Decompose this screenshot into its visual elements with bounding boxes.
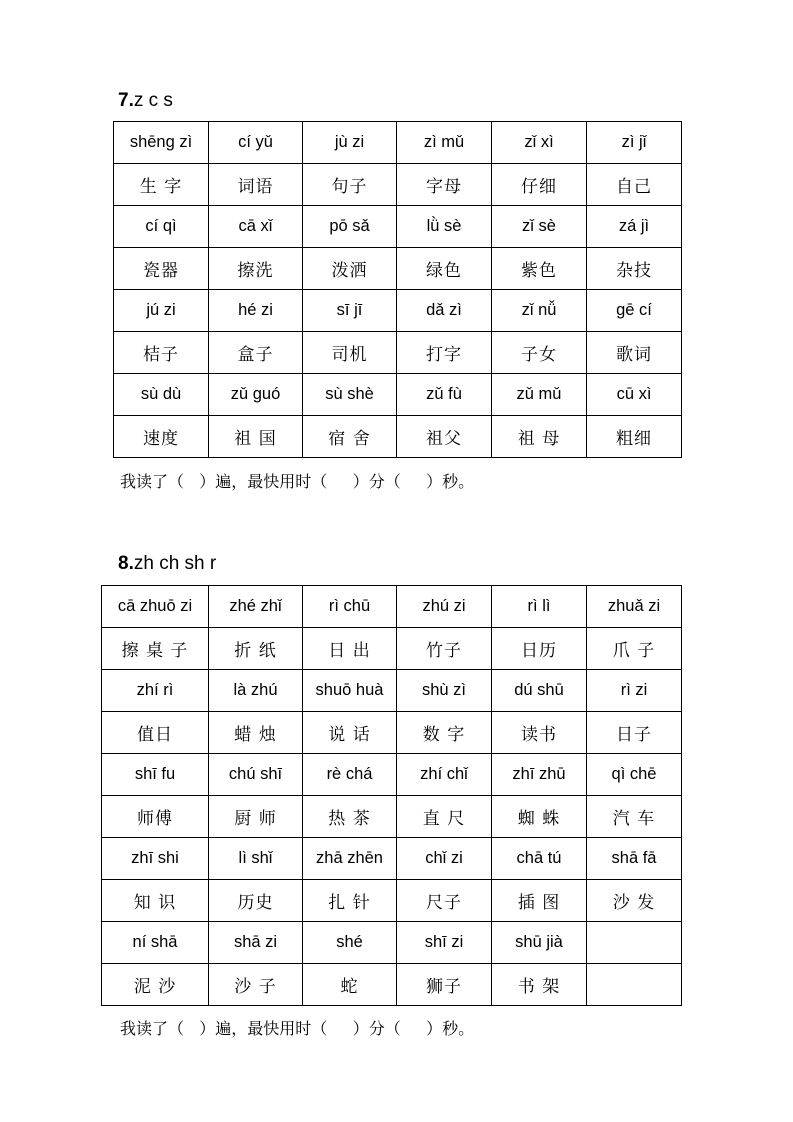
hanzi-cell: 粗细 (587, 416, 682, 458)
pinyin-table-zh-ch-sh-r (101, 585, 682, 1006)
pinyin-cell: shuō huà (303, 670, 397, 712)
pinyin-cell: cí qì (114, 206, 209, 248)
hanzi-cell: 厨 师 (209, 796, 303, 838)
hanzi-cell: 狮子 (397, 964, 492, 1006)
pinyin-cell: cā xǐ (209, 206, 303, 248)
pinyin-cell: zǐ xì (492, 122, 587, 164)
hanzi-cell: 仔细 (492, 164, 587, 206)
hanzi-cell: 自己 (587, 164, 682, 206)
hanzi-cell: 竹子 (397, 628, 492, 670)
pinyin-cell: gē cí (587, 290, 682, 332)
pinyin-cell: jù zi (303, 122, 397, 164)
hanzi-cell: 说 话 (303, 712, 397, 754)
pinyin-cell: zǐ sè (492, 206, 587, 248)
pinyin-cell: zì mǔ (397, 122, 492, 164)
hanzi-cell: 热 茶 (303, 796, 397, 838)
hanzi-cell: 汽 车 (587, 796, 682, 838)
pinyin-cell: zǔ fù (397, 374, 492, 416)
pinyin-cell: chǐ zi (397, 838, 492, 880)
hanzi-cell: 词语 (209, 164, 303, 206)
hanzi-cell: 扎 针 (303, 880, 397, 922)
pinyin-cell: dǎ zì (397, 290, 492, 332)
hanzi-cell: 祖父 (397, 416, 492, 458)
pinyin-cell: sù dù (114, 374, 209, 416)
hanzi-cell: 擦洗 (209, 248, 303, 290)
hanzi-row (102, 964, 682, 1006)
hanzi-cell: 祖 国 (209, 416, 303, 458)
hanzi-cell: 折 纸 (209, 628, 303, 670)
pinyin-cell: chú shī (209, 754, 303, 796)
hanzi-row (114, 248, 682, 290)
hanzi-cell: 字母 (397, 164, 492, 206)
hanzi-row (102, 712, 682, 754)
pinyin-cell: lì shǐ (209, 838, 303, 880)
section-7-title (118, 90, 173, 112)
pinyin-cell: sī jī (303, 290, 397, 332)
hanzi-cell: 直 尺 (397, 796, 492, 838)
pinyin-cell: qì chē (587, 754, 682, 796)
hanzi-cell: 尺子 (397, 880, 492, 922)
hanzi-cell: 数 字 (397, 712, 492, 754)
pinyin-cell: chā tú (492, 838, 587, 880)
pinyin-cell: shé (303, 922, 397, 964)
section-7-letters: z c s (133, 90, 173, 111)
hanzi-cell: 子女 (492, 332, 587, 374)
pinyin-row (114, 122, 682, 164)
pinyin-cell: zǐ nǚ (492, 290, 587, 332)
section-8-number: 8. (118, 553, 134, 574)
section-7-reading-record: 我读了（ ）遍，最快用时（ ）分（ ）秒。 (120, 472, 475, 491)
pinyin-row (114, 206, 682, 248)
pinyin-cell: zhī shi (102, 838, 209, 880)
pinyin-cell: shī zi (397, 922, 492, 964)
pinyin-cell: rì lì (492, 586, 587, 628)
pinyin-cell: zhé zhǐ (209, 586, 303, 628)
hanzi-cell: 绿色 (397, 248, 492, 290)
pinyin-cell: dú shū (492, 670, 587, 712)
hanzi-cell: 插 图 (492, 880, 587, 922)
hanzi-cell: 书 架 (492, 964, 587, 1006)
pinyin-row (102, 754, 682, 796)
pinyin-cell: jú zi (114, 290, 209, 332)
hanzi-cell: 司机 (303, 332, 397, 374)
hanzi-row (102, 880, 682, 922)
hanzi-row (114, 332, 682, 374)
hanzi-cell: 生 字 (114, 164, 209, 206)
pinyin-cell: cí yǔ (209, 122, 303, 164)
pinyin-cell: cā zhuō zi (102, 586, 209, 628)
pinyin-cell: sù shè (303, 374, 397, 416)
pinyin-row (102, 670, 682, 712)
pinyin-cell: ní shā (102, 922, 209, 964)
pinyin-cell: zhī zhū (492, 754, 587, 796)
section-8-title (118, 553, 216, 575)
hanzi-row (114, 164, 682, 206)
hanzi-cell: 读书 (492, 712, 587, 754)
pinyin-cell: rì zi (587, 670, 682, 712)
hanzi-cell: 句子 (303, 164, 397, 206)
pinyin-row (114, 374, 682, 416)
pinyin-cell: zhú zi (397, 586, 492, 628)
pinyin-cell: pō sǎ (303, 206, 397, 248)
hanzi-cell: 桔子 (114, 332, 209, 374)
pinyin-row (114, 290, 682, 332)
pinyin-cell: zhā zhēn (303, 838, 397, 880)
pinyin-cell: zhí rì (102, 670, 209, 712)
pinyin-cell: shū jià (492, 922, 587, 964)
hanzi-cell: 蜡 烛 (209, 712, 303, 754)
pinyin-table-zcs (113, 121, 682, 458)
hanzi-cell: 歌词 (587, 332, 682, 374)
hanzi-cell: 沙 发 (587, 880, 682, 922)
pinyin-cell: shī fu (102, 754, 209, 796)
hanzi-cell: 宿 舍 (303, 416, 397, 458)
pinyin-cell: cū xì (587, 374, 682, 416)
pinyin-cell: là zhú (209, 670, 303, 712)
pinyin-cell: zá jì (587, 206, 682, 248)
section-7-number: 7. (118, 90, 134, 111)
hanzi-cell: 擦 桌 子 (102, 628, 209, 670)
pinyin-cell: rè chá (303, 754, 397, 796)
hanzi-cell: 日历 (492, 628, 587, 670)
hanzi-cell: 盒子 (209, 332, 303, 374)
pinyin-cell: shù zì (397, 670, 492, 712)
pinyin-cell: zhí chǐ (397, 754, 492, 796)
hanzi-cell: 蛇 (303, 964, 397, 1006)
pinyin-cell (587, 922, 682, 964)
hanzi-cell (587, 964, 682, 1006)
pinyin-cell: shā fā (587, 838, 682, 880)
hanzi-cell: 师傅 (102, 796, 209, 838)
hanzi-row (114, 416, 682, 458)
pinyin-cell: zì jǐ (587, 122, 682, 164)
hanzi-row (102, 628, 682, 670)
hanzi-row (102, 796, 682, 838)
pinyin-row (102, 586, 682, 628)
hanzi-cell: 历史 (209, 880, 303, 922)
hanzi-cell: 泼洒 (303, 248, 397, 290)
section-8-letters: zh ch sh r (133, 553, 217, 574)
hanzi-cell: 值日 (102, 712, 209, 754)
hanzi-cell: 瓷器 (114, 248, 209, 290)
hanzi-cell: 紫色 (492, 248, 587, 290)
pinyin-cell: zǔ guó (209, 374, 303, 416)
pinyin-cell: rì chū (303, 586, 397, 628)
pinyin-cell: lǜ sè (397, 206, 492, 248)
pinyin-cell: zǔ mǔ (492, 374, 587, 416)
pinyin-cell: shā zi (209, 922, 303, 964)
hanzi-cell: 知 识 (102, 880, 209, 922)
pinyin-cell: hé zi (209, 290, 303, 332)
pinyin-cell: shēng zì (114, 122, 209, 164)
hanzi-cell: 蜘 蛛 (492, 796, 587, 838)
hanzi-cell: 祖 母 (492, 416, 587, 458)
pinyin-row (102, 838, 682, 880)
hanzi-cell: 杂技 (587, 248, 682, 290)
hanzi-cell: 沙 子 (209, 964, 303, 1006)
hanzi-cell: 打字 (397, 332, 492, 374)
hanzi-cell: 日 出 (303, 628, 397, 670)
hanzi-cell: 泥 沙 (102, 964, 209, 1006)
section-8-reading-record: 我读了（ ）遍，最快用时（ ）分（ ）秒。 (120, 1019, 475, 1038)
pinyin-cell: zhuǎ zi (587, 586, 682, 628)
hanzi-cell: 日子 (587, 712, 682, 754)
hanzi-cell: 速度 (114, 416, 209, 458)
pinyin-row (102, 922, 682, 964)
hanzi-cell: 爪 子 (587, 628, 682, 670)
